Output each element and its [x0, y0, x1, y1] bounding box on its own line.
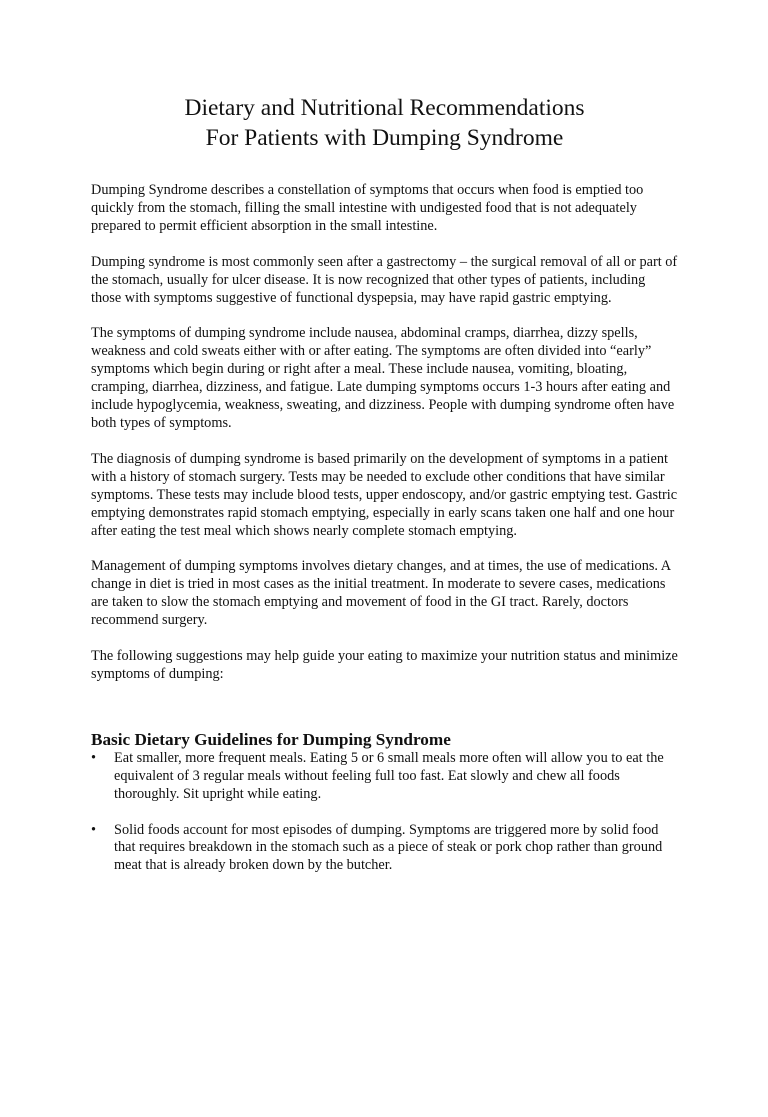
list-item: [91, 750, 678, 804]
bullet-icon: •: [91, 749, 97, 766]
document-title: [91, 93, 678, 153]
paragraph-symptoms: The symptoms of dumping syndrome include nausea, abdominal cramps, diarrhea, dizzy spells, weakness and cold sweats either with or after eating. The symptoms are often divided into “early” symptoms which begin during or right after a meal. These include nausea, vomiting, bloating, cramping, diarrhea, dizziness, and fatigue. Late dumping symptoms occurs 1-3 hours after eating and include hypoglycemia, weakness, sweating, and dizziness. People with dumping syndrome often have both types of symptoms.: [91, 325, 675, 431]
guidelines-list: [91, 750, 678, 875]
paragraph-causes: Dumping syndrome is most commonly seen after a gastrectomy – the surgical removal of all or part of the stomach, usually for ulcer disease. It is now recognized that other types of patients, including those with symptoms suggestive of functional dyspepsia, may have rapid gastric emptying.: [91, 253, 678, 306]
list-item: [91, 822, 678, 876]
title-line-1: Dietary and Nutritional Recommendations: [184, 95, 585, 121]
section-heading: Basic Dietary Guidelines for Dumping Syndrome: [91, 729, 451, 749]
document-page: [0, 93, 768, 1117]
paragraph-suggestions-intro: The following suggestions may help guide your eating to maximize your nutrition status and minimize symptoms of dumping:: [91, 648, 678, 682]
title-line-2: For Patients with Dumping Syndrome: [205, 125, 564, 151]
list-item-text: Eat smaller, more frequent meals. Eating 5 or 6 small meals more often will allow you to eat the equivalent of 3 regular meals without feeling full too fast. Eat slowly and chew all foods thoroughly. Sit upright while eating.: [114, 749, 664, 802]
paragraph-definition: Dumping Syndrome describes a constellation of symptoms that occurs when food is emptied too quickly from the stomach, filling the small intestine with undigested food that is not adequately prepared to permit efficient absorption in the small intestine.: [91, 182, 644, 234]
paragraph-diagnosis: The diagnosis of dumping syndrome is based primarily on the development of symptoms in a patient with a history of stomach surgery. Tests may be needed to exclude other conditions that have similar symptoms. These tests may include blood tests, upper endoscopy, and/or gastric emptying test. Gastric emptying demonstrates rapid stomach emptying, especially in early scans taken one half and one hour after eating the test meal which shows nearly complete stomach emptying.: [91, 450, 678, 539]
bullet-icon: •: [91, 821, 97, 838]
list-item-text: Solid foods account for most episodes of dumping. Symptoms are triggered more by solid food that requires breakdown in the stomach such as a piece of steak or pork chop rather than ground meat that is already broken down by the butcher.: [114, 821, 663, 874]
paragraph-management: Management of dumping symptoms involves dietary changes, and at times, the use of medications. A change in diet is tried in most cases as the initial treatment. In moderate to severe cases, medications are taken to slow the stomach emptying and movement of food in the GI tract. Rarely, doctors recommend surgery.: [91, 558, 671, 629]
